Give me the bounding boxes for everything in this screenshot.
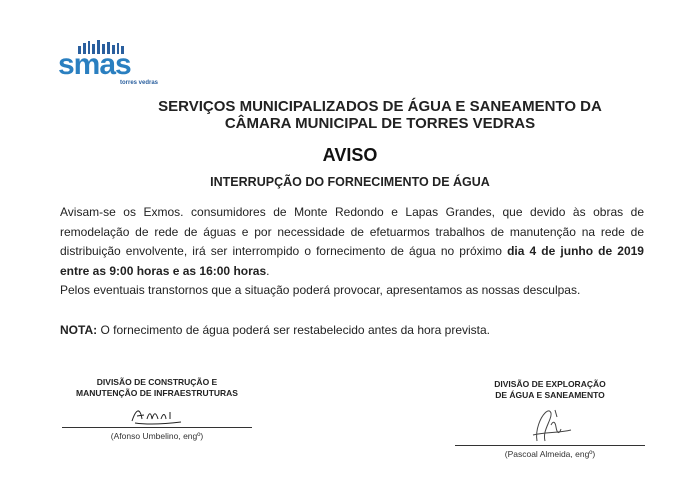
department-line2: DE ÁGUA E SANEAMENTO xyxy=(495,390,605,400)
organization-title xyxy=(100,98,660,132)
signer-name-left: (Afonso Umbelino, engº) xyxy=(110,431,204,441)
body-paragraph-2: Pelos eventuais transtornos que a situação poderá provocar, apresentamos as nossas desculpas. xyxy=(60,283,581,297)
note-label: NOTA: xyxy=(60,323,98,337)
organization-title-line1: SERVIÇOS MUNICIPALIZADOS DE ÁGUA E SANEAMENTO DA xyxy=(158,98,602,115)
signature-line-left xyxy=(62,427,252,428)
note-text: O fornecimento de água poderá ser restabelecido antes da hora prevista. xyxy=(97,323,491,337)
department-name-left xyxy=(62,377,252,399)
handwritten-signature-icon xyxy=(515,405,585,445)
department-name-right xyxy=(455,379,645,401)
signature-line-right xyxy=(455,445,645,446)
organization-title-line2: CÂMARA MUNICIPAL DE TORRES VEDRAS xyxy=(224,115,536,132)
signature-block-right xyxy=(455,379,645,459)
notice-subject: INTERRUPÇÃO DO FORNECIMENTO DE ÁGUA xyxy=(210,175,490,189)
interruption-date: dia 4 de junho de 2019 entre as 9:00 horas e as 16:00 horas xyxy=(60,244,644,278)
note xyxy=(60,323,490,337)
signer-name-right: (Pascoal Almeida, engº) xyxy=(504,449,596,459)
notice-body xyxy=(60,203,644,301)
smas-logo xyxy=(58,38,162,96)
body-text-part2: . xyxy=(266,263,270,278)
department-line1: DIVISÃO DE EXPLORAÇÃO xyxy=(494,379,606,389)
department-line1: DIVISÃO DE CONSTRUÇÃO E xyxy=(96,377,218,387)
department-line2: MANUTENÇÃO DE INFRAESTRUTURAS xyxy=(76,388,238,398)
signature-block-left xyxy=(62,377,252,441)
notice-title: AVISO xyxy=(322,145,378,165)
logo-subtitle: torres vedras xyxy=(120,80,159,86)
logo-wordmark: smas xyxy=(58,48,131,81)
body-paragraph-1 xyxy=(60,203,644,281)
body-text-part1: Avisam-se os Exmos. consumidores de Monte Redondo e Lapas Grandes, que devido às obras de remodelação de rede de águas e por necessidade de efetuarmos trabalhos de manutenção na rede de distribuição envolvente, irá ser interrompido o fornecimento de água no próximo xyxy=(60,205,644,258)
handwritten-signature-icon xyxy=(127,403,187,427)
